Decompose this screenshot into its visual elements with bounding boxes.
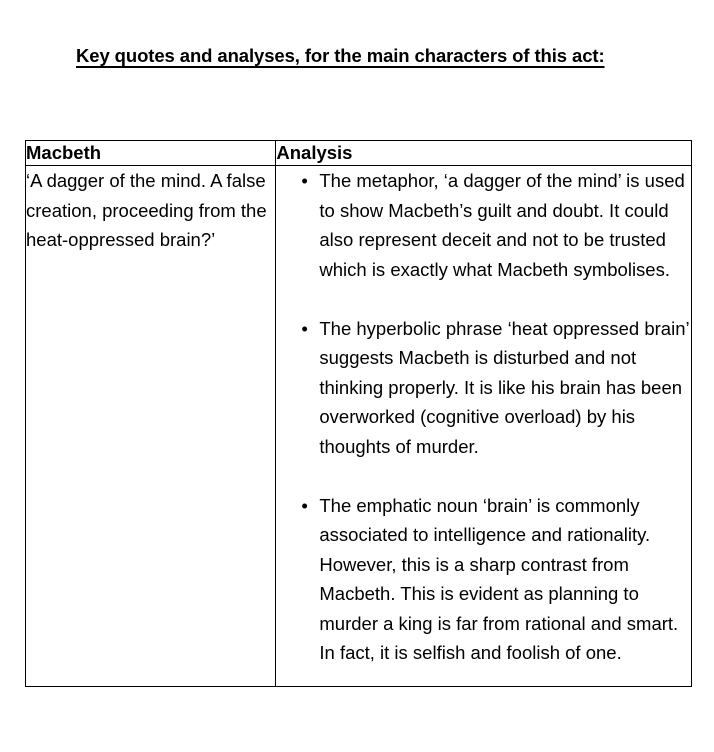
list-item-text: The metaphor, ‘a dagger of the mind’ is used to show Macbeth’s guilt and doubt. It could also represent deceit and not to be trusted which is exactly what Macbeth symbolises. <box>319 170 685 280</box>
quote-text: ‘A dagger of the mind. A false creation, proceeding from the heat-oppressed brain?’ <box>26 170 267 250</box>
list-item <box>276 491 691 668</box>
list-item-text: The emphatic noun ‘brain’ is commonly associated to intelligence and rationality. However, this is a sharp contrast from Macbeth. This is evident as planning to murder a king is far from rational and smart. In fact, it is selfish and foolish of one. <box>319 494 679 663</box>
bullet-icon: • <box>301 317 308 339</box>
column-header-analysis: Analysis <box>276 141 692 166</box>
table-row <box>26 166 692 687</box>
column-header-macbeth: Macbeth <box>26 141 276 166</box>
bullet-icon: • <box>301 494 308 516</box>
analysis-cell <box>276 166 692 687</box>
quote-cell <box>26 166 276 687</box>
table-header-row <box>26 141 692 166</box>
list-item <box>276 166 691 284</box>
analysis-bullet-list <box>276 166 691 668</box>
key-quotes-table <box>25 140 692 687</box>
page-title: Key quotes and analyses, for the main characters of this act: <box>76 45 605 66</box>
list-item-text: The hyperbolic phrase ‘heat oppressed brain’ suggests Macbeth is disturbed and not thinking properly. It is like his brain has been overworked (cognitive overload) by his thoughts of murder. <box>319 317 689 457</box>
list-item <box>276 314 691 462</box>
bullet-icon: • <box>301 170 308 191</box>
